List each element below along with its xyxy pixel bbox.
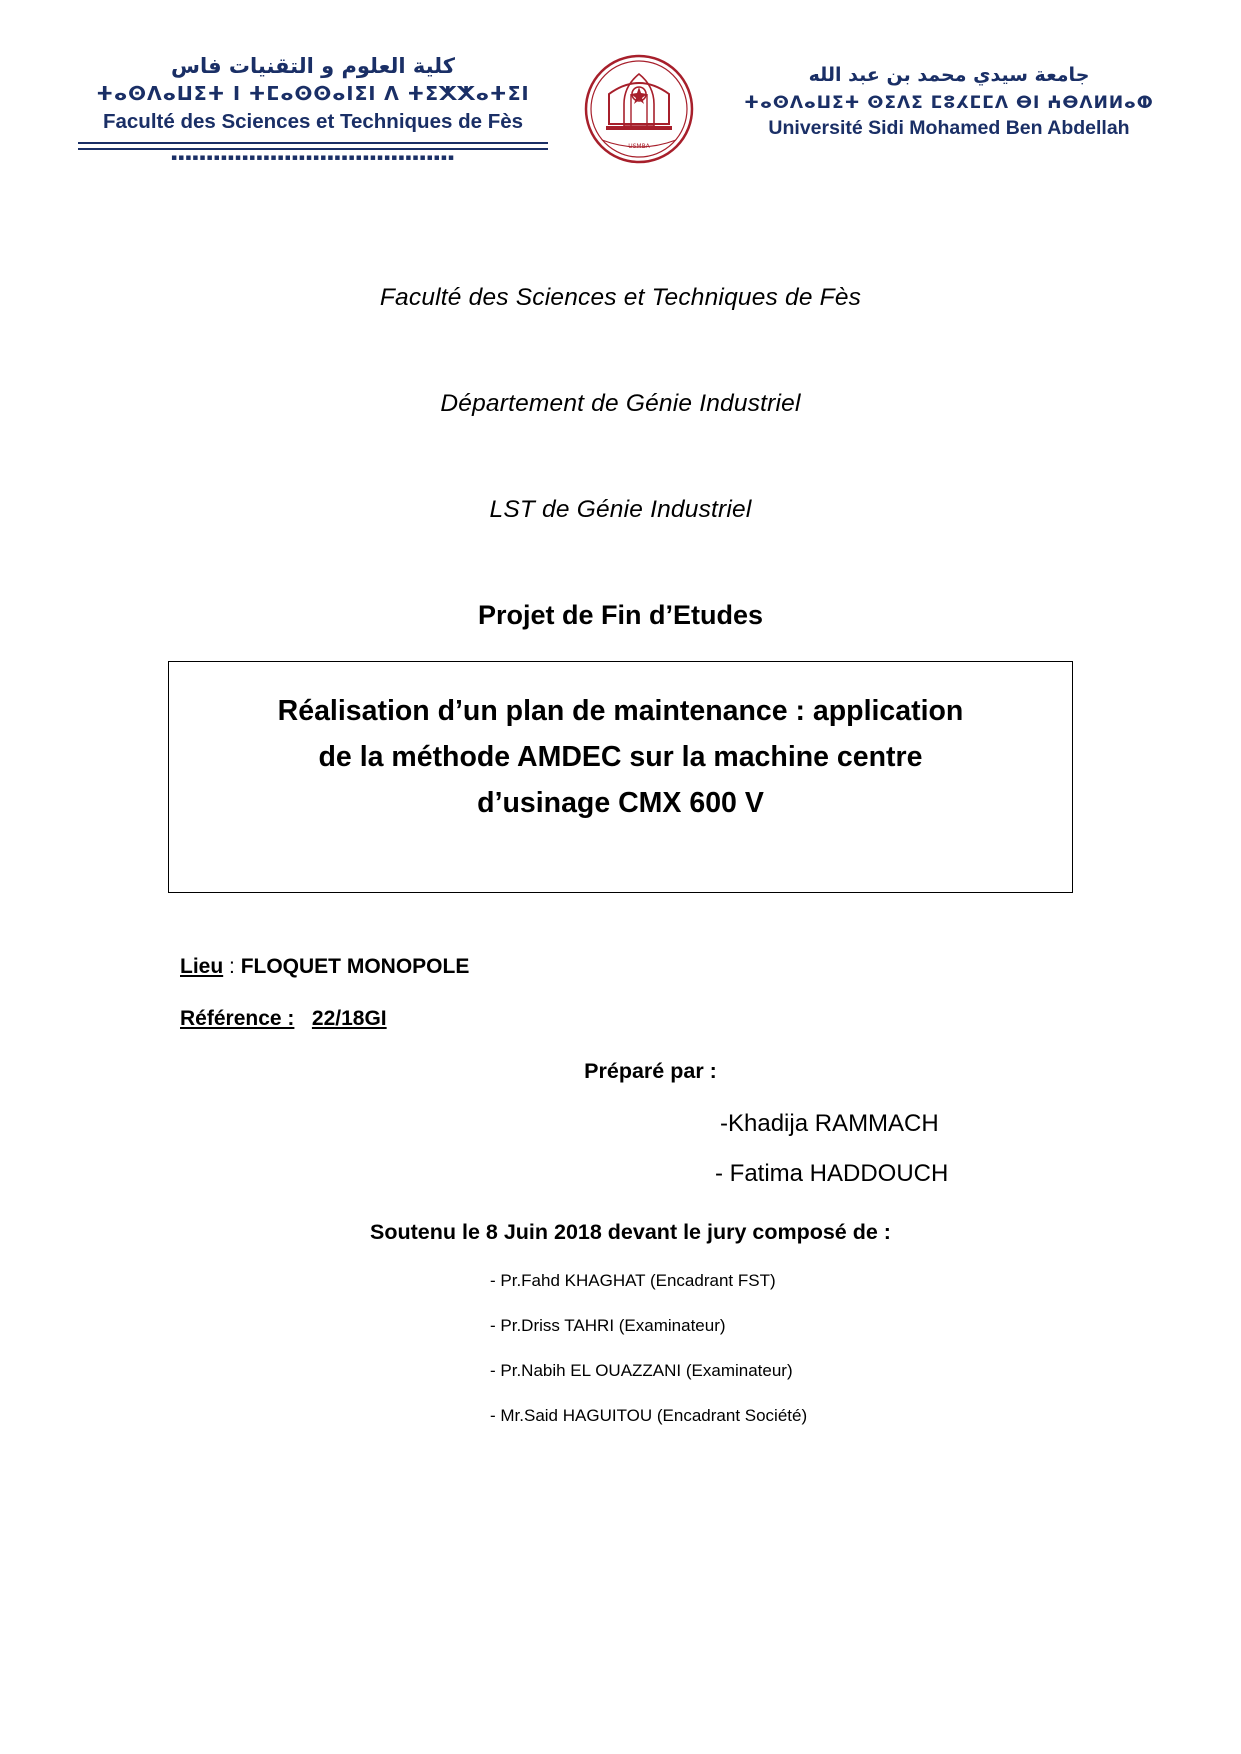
reference-line bbox=[180, 1007, 1081, 1031]
university-seal-icon bbox=[584, 54, 694, 164]
place-label: Lieu bbox=[180, 955, 224, 978]
thesis-title-line-2: de la méthode AMDEC sur la machine centre bbox=[318, 741, 923, 774]
metadata-block bbox=[160, 955, 1081, 1031]
university-identity bbox=[729, 52, 1169, 140]
department-line: Département de Génie Industriel bbox=[440, 390, 801, 417]
logo-container bbox=[574, 52, 704, 164]
document-body bbox=[0, 284, 1241, 1426]
reference-label: Référence : bbox=[180, 1007, 295, 1030]
svg-text:USMBA: USMBA bbox=[627, 143, 650, 150]
faculty-divider bbox=[78, 142, 548, 150]
project-label: Projet de Fin d’Etudes bbox=[477, 600, 764, 630]
place-value: FLOQUET MONOPOLE bbox=[240, 955, 470, 978]
prepared-by-label: Préparé par : bbox=[584, 1059, 717, 1083]
faculty-identity bbox=[78, 52, 548, 163]
jury-member: - Pr.Nabih EL OUAZZANI (Examinateur) bbox=[490, 1361, 793, 1380]
faculty-name-tifinagh: ⵜⴰⵙⴷⴰⵡⵉⵜ ⵏ ⵜⵎⴰⵙⵙⴰⵏⵉⵏ ⴷ ⵜⵉⵅⵅⴰⵜⵉⵏ bbox=[96, 83, 530, 106]
thesis-title-line-3: d’usinage CMX 600 V bbox=[477, 787, 764, 820]
faculty-name-latin: Faculté des Sciences et Techniques de Fès bbox=[102, 109, 524, 133]
jury-member: - Pr.Driss TAHRI (Examinateur) bbox=[490, 1316, 726, 1335]
jury-title: Soutenu le 8 Juin 2018 devant le jury composé de : bbox=[370, 1220, 891, 1244]
place-line bbox=[180, 955, 1081, 979]
author-1: -Khadija RAMMACH bbox=[720, 1110, 939, 1137]
university-name-arabic: جامعة سيدي محمد بن عبد الله bbox=[808, 64, 1090, 86]
thesis-title-box bbox=[168, 661, 1073, 893]
reference-value: 22/18GI bbox=[311, 1007, 387, 1030]
jury-list bbox=[160, 1271, 1081, 1426]
place-separator: : bbox=[223, 955, 241, 978]
faculty-name-arabic: كلية العلوم و التقنيات فاس bbox=[171, 54, 455, 78]
thesis-title-line-1: Réalisation d’un plan de maintenance : application bbox=[277, 695, 964, 727]
program-line: LST de Génie Industriel bbox=[489, 496, 752, 523]
document-header bbox=[0, 0, 1241, 164]
university-name-tifinagh: ⵜⴰⵙⴷⴰⵡⵉⵜ ⵙⵉⴷⵉ ⵎⵓⵃⵎⵎⴷ ⴱⵏ ⵄⴱⴷⵍⵍⴰⵀ bbox=[744, 92, 1154, 113]
jury-member: - Pr.Fahd KHAGHAT (Encadrant FST) bbox=[490, 1271, 776, 1290]
author-2: - Fatima HADDOUCH bbox=[715, 1160, 949, 1187]
university-name-latin: Université Sidi Mohamed Ben Abdellah bbox=[768, 117, 1130, 140]
faculty-line: Faculté des Sciences et Techniques de Fès bbox=[379, 284, 862, 311]
jury-member: - Mr.Said HAGUITOU (Encadrant Société) bbox=[490, 1406, 808, 1425]
faculty-dot-pattern: ▪▪▪▪▪▪▪▪▪▪▪▪▪▪▪▪▪▪▪▪▪▪▪▪▪▪▪▪▪▪▪▪▪▪▪▪▪▪▪▪ bbox=[171, 152, 455, 163]
